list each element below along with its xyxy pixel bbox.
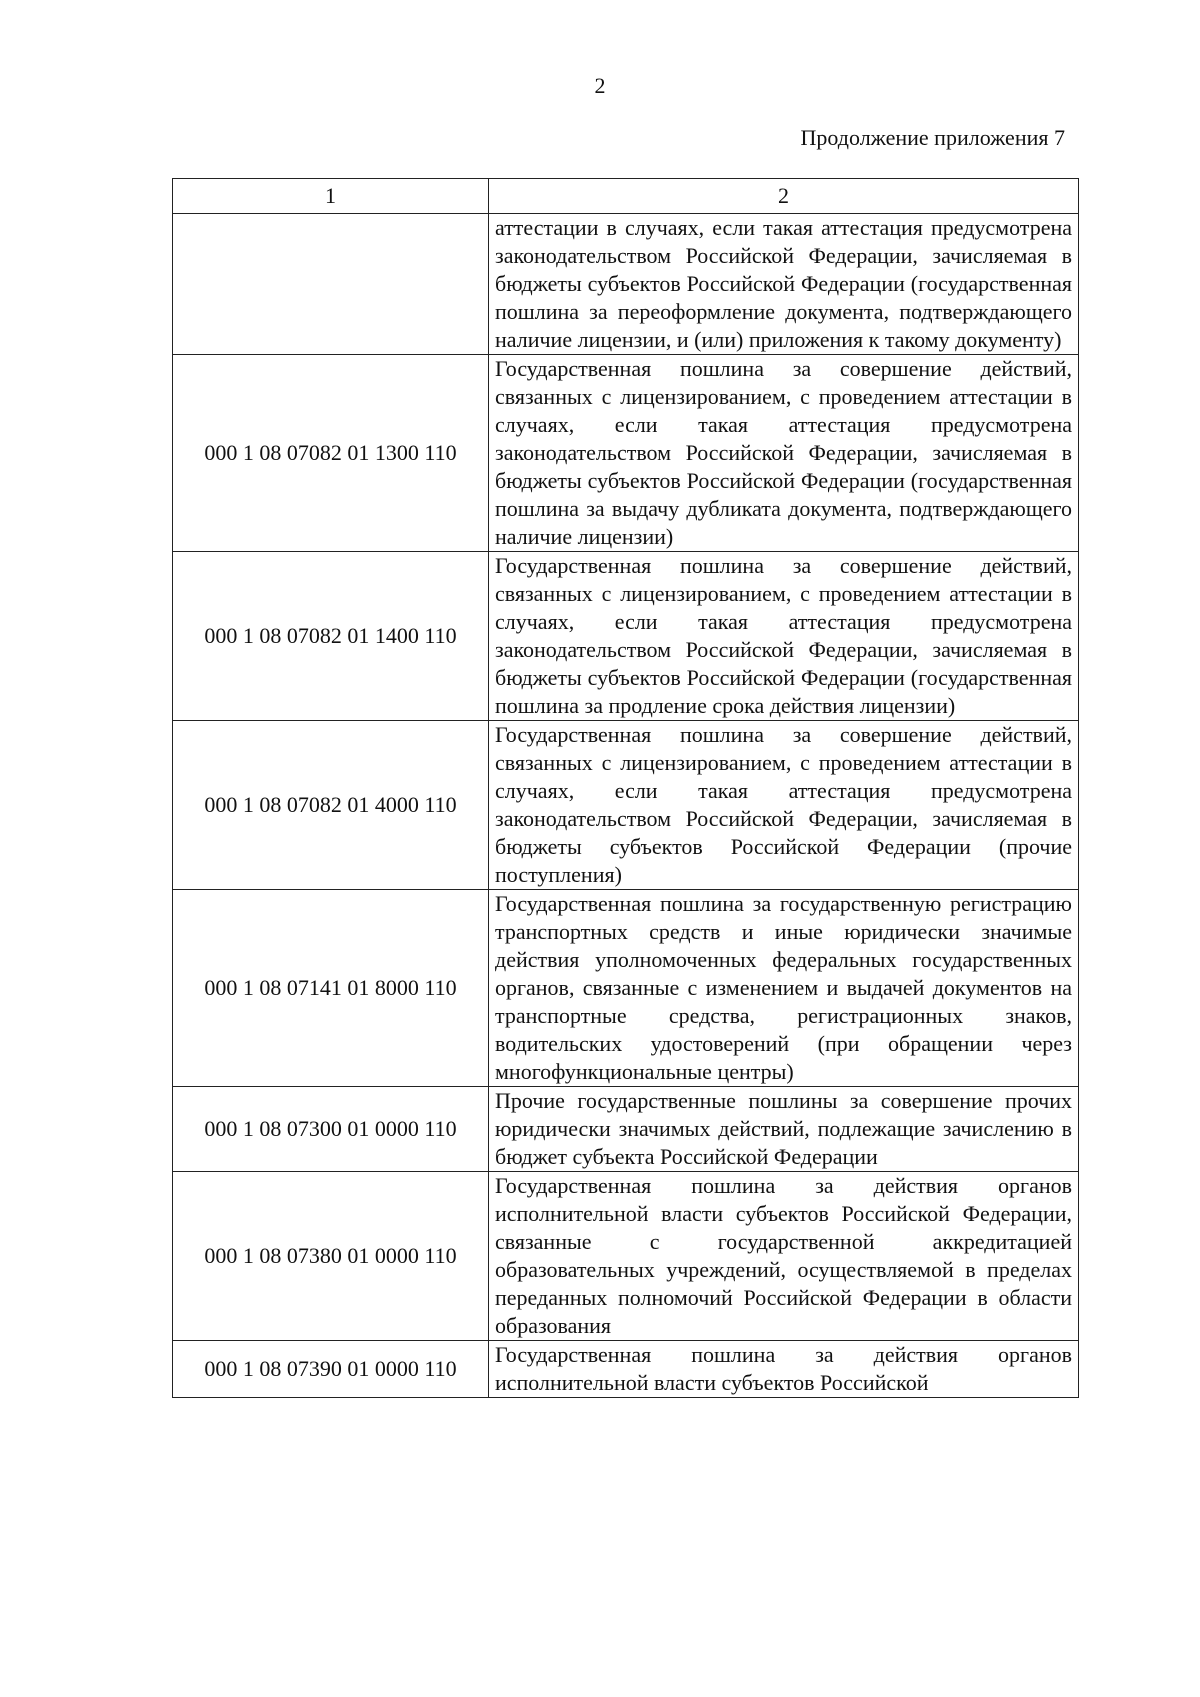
row-description: Государственная пошлина за совершение действий, связанных с лицензированием, с проведением аттестации в случаях, если такая аттестация предусмотрена законодательством Российской Федерации, зачисляемая в бюджеты субъектов Российской Федерации (государственная пошлина за выдачу дубликата документа, подтверждающего наличие лицензии) xyxy=(489,355,1079,552)
table-header-row xyxy=(173,179,1079,214)
row-code: 000 1 08 07082 01 4000 110 xyxy=(173,721,489,890)
row-description: Государственная пошлина за государственную регистрацию транспортных средств и иные юридически значимые действия уполномоченных федеральных государственных органов, связанные с изменением и выдачей документов на транспортные средства, регистрационных знаков, водительских удостоверений (при обращении через многофункциональные центры) xyxy=(489,890,1079,1087)
row-description: Государственная пошлина за действия органов исполнительной власти субъектов Российской Федерации, связанные с государственной аккредитацией образовательных учреждений, осуществляемой в пределах переданных полномочий Российской Федерации в области образования xyxy=(489,1172,1079,1341)
row-description: Прочие государственные пошлины за совершение прочих юридически значимых действий, подлежащие зачислению в бюджет субъекта Российской Федерации xyxy=(489,1087,1079,1172)
row-code: 000 1 08 07141 01 8000 110 xyxy=(173,890,489,1087)
row-code: 000 1 08 07390 01 0000 110 xyxy=(173,1341,489,1398)
column-header-description: 2 xyxy=(489,179,1079,214)
row-description: Государственная пошлина за действия органов исполнительной власти субъектов Российской xyxy=(489,1341,1079,1398)
row-code: 000 1 08 07380 01 0000 110 xyxy=(173,1172,489,1341)
table-row xyxy=(173,890,1079,1087)
appendix-continuation-note: Продолжение приложения 7 xyxy=(800,125,1065,150)
table-row xyxy=(173,1172,1079,1341)
row-code xyxy=(173,214,489,355)
table-row xyxy=(173,1341,1079,1398)
row-code: 000 1 08 07300 01 0000 110 xyxy=(173,1087,489,1172)
row-description: Государственная пошлина за совершение действий, связанных с лицензированием, с проведением аттестации в случаях, если такая аттестация предусмотрена законодательством Российской Федерации, зачисляемая в бюджеты субъектов Российской Федерации (прочие поступления) xyxy=(489,721,1079,890)
column-header-code: 1 xyxy=(173,179,489,214)
table-row xyxy=(173,552,1079,721)
page-number: 2 xyxy=(594,73,606,98)
row-code: 000 1 08 07082 01 1300 110 xyxy=(173,355,489,552)
table-row xyxy=(173,355,1079,552)
table-row xyxy=(173,214,1079,355)
row-code: 000 1 08 07082 01 1400 110 xyxy=(173,552,489,721)
row-description: аттестации в случаях, если такая аттестация предусмотрена законодательством Российской Федерации, зачисляемая в бюджеты субъектов Российской Федерации (государственная пошлина за переоформление документа, подтверждающего наличие лицензии, и (или) приложения к такому документу) xyxy=(489,214,1079,355)
row-description: Государственная пошлина за совершение действий, связанных с лицензированием, с проведением аттестации в случаях, если такая аттестация предусмотрена законодательством Российской Федерации, зачисляемая в бюджеты субъектов Российской Федерации (государственная пошлина за продление срока действия лицензии) xyxy=(489,552,1079,721)
table-row xyxy=(173,721,1079,890)
table-row xyxy=(173,1087,1079,1172)
budget-classification-table xyxy=(172,178,1079,1398)
